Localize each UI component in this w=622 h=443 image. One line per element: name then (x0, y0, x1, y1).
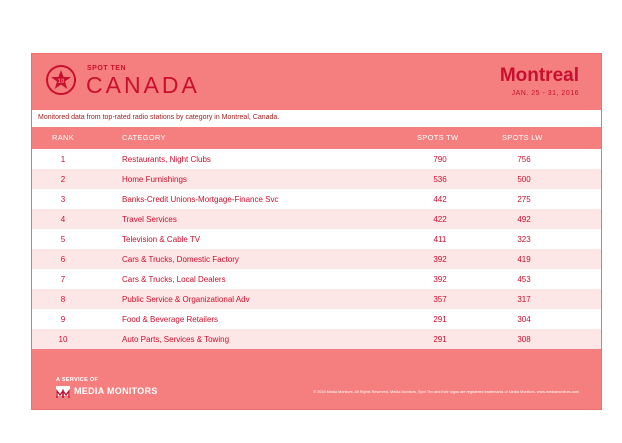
spots-lw-cell: 308 (517, 335, 531, 344)
category-cell: Public Service & Organizational Adv (122, 295, 250, 304)
spots-lw-cell: 304 (517, 315, 531, 324)
table-row (32, 309, 601, 329)
spots-tw-cell: 357 (433, 295, 447, 304)
star-icon (50, 69, 72, 91)
city-title: Montreal (499, 65, 579, 86)
table-row (32, 289, 601, 309)
spot-ten-logo (46, 65, 76, 95)
description-text: Monitored data from top-rated radio stations by category in Montreal, Canada. (38, 114, 280, 121)
table-row (32, 149, 601, 169)
category-cell: Cars & Trucks, Local Dealers (122, 275, 226, 284)
spots-tw-cell: 411 (433, 235, 447, 244)
date-range: JAN. 25 - 31, 2016 (511, 90, 579, 97)
rank-cell: 10 (58, 335, 68, 344)
rank-cell: 9 (60, 315, 66, 324)
spots-tw-cell: 291 (433, 335, 447, 344)
spots-tw-cell: 422 (433, 215, 447, 224)
rank-cell: 2 (60, 175, 66, 184)
column-spots-tw: SPOTS TW (417, 133, 459, 142)
spots-tw-cell: 442 (433, 195, 447, 204)
media-monitors-logo-icon (56, 386, 70, 396)
table-body (32, 149, 601, 349)
spots-lw-cell: 317 (517, 295, 531, 304)
rank-cell: 4 (60, 215, 66, 224)
column-rank: RANK (52, 133, 75, 142)
table-row (32, 249, 601, 269)
brand-title: CANADA (86, 72, 200, 98)
category-cell: Food & Beverage Retailers (122, 315, 219, 324)
spots-tw-cell: 392 (433, 255, 447, 264)
table-row (32, 229, 601, 249)
table-row (32, 329, 601, 349)
spots-lw-cell: 275 (517, 195, 531, 204)
table-row (32, 269, 601, 289)
table-row (32, 169, 601, 189)
spots-lw-cell: 453 (517, 275, 531, 284)
category-cell: Auto Parts, Services & Towing (122, 335, 230, 344)
category-cell: Cars & Trucks, Domestic Factory (122, 255, 239, 264)
report-header (32, 54, 601, 110)
category-cell: Restaurants, Night Clubs (122, 155, 211, 164)
category-cell: Television & Cable TV (122, 235, 201, 244)
brand-small: SPOT TEN (87, 65, 127, 72)
table-header (32, 131, 601, 145)
spots-tw-cell: 392 (433, 275, 447, 284)
category-cell: Home Furnishings (122, 175, 187, 184)
company-name: MEDIA MONITORS (74, 386, 158, 396)
column-spots-lw: SPOTS LW (502, 133, 543, 142)
spots-lw-cell: 500 (517, 175, 531, 184)
spots-lw-cell: 756 (517, 155, 531, 164)
description-bar (32, 110, 601, 127)
spots-lw-cell: 323 (517, 235, 531, 244)
spots-tw-cell: 536 (433, 175, 447, 184)
column-category: CATEGORY (122, 133, 166, 142)
report-card (31, 53, 602, 410)
logo-number: 10 (57, 79, 65, 85)
table-row (32, 209, 601, 229)
spots-lw-cell: 492 (517, 215, 531, 224)
spots-tw-cell: 291 (433, 315, 447, 324)
rank-cell: 7 (60, 275, 66, 284)
table-row (32, 189, 601, 209)
report-footer (32, 374, 601, 409)
rank-cell: 5 (60, 235, 66, 244)
copyright-text: © 2016 Media Monitors. All Rights Reserved. Media Monitors, Spot Ten and their logos are registered trademarks of Media Monitors. www.mediamonitors.com (313, 390, 579, 394)
spots-tw-cell: 790 (433, 155, 447, 164)
category-cell: Banks-Credit Unions-Mortgage-Finance Svc (122, 195, 279, 204)
rank-cell: 8 (60, 295, 66, 304)
spots-lw-cell: 419 (517, 255, 531, 264)
rank-cell: 3 (60, 195, 66, 204)
category-cell: Travel Services (122, 215, 177, 224)
rank-cell: 1 (60, 155, 66, 164)
rank-cell: 6 (60, 255, 66, 264)
service-label: A SERVICE OF (56, 377, 99, 383)
